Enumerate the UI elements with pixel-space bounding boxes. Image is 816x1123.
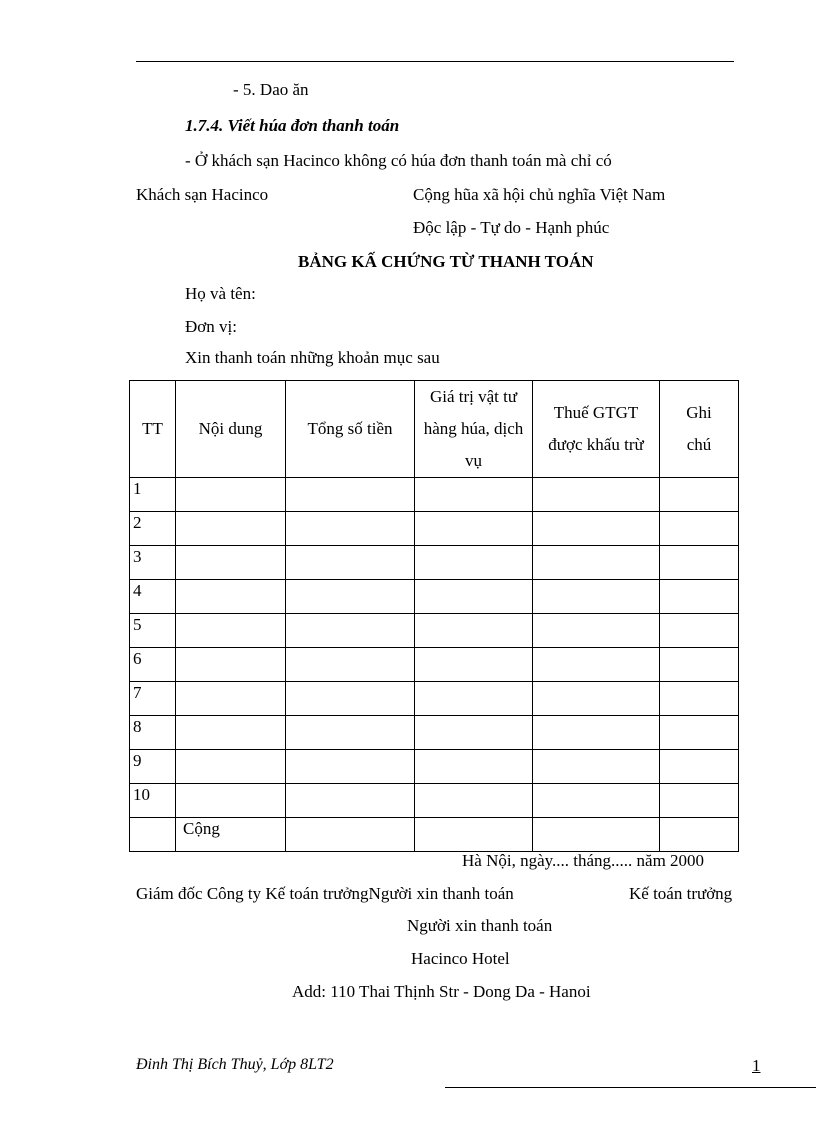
- row-cell: [286, 648, 415, 682]
- row-cell: [660, 614, 739, 648]
- row-cell: [415, 716, 533, 750]
- header-vat: Thuế GTGT được khấu trừ: [533, 381, 660, 478]
- signature-right: Kế toán trưởng: [629, 884, 733, 903]
- national-motto-2: Độc lập - Tự do - Hạnh phúc: [413, 218, 610, 237]
- row-cell: [286, 716, 415, 750]
- table-row: [130, 784, 739, 818]
- row-cell: [286, 580, 415, 614]
- row-cell: [660, 750, 739, 784]
- row-cell: [415, 512, 533, 546]
- row-cell: [176, 648, 286, 682]
- row-cell: [533, 580, 660, 614]
- table-row: [130, 478, 739, 512]
- table-row: [130, 682, 739, 716]
- row-cell: [533, 750, 660, 784]
- total-amount-cell: [286, 818, 415, 852]
- row-cell: [415, 546, 533, 580]
- row-cell: [415, 614, 533, 648]
- row-cell: [660, 546, 739, 580]
- header-tt: TT: [130, 381, 176, 478]
- row-number: 7: [130, 682, 176, 716]
- request-line: Xin thanh toán những khoản mục sau: [185, 348, 440, 367]
- row-cell: [660, 784, 739, 818]
- table-row: [130, 546, 739, 580]
- row-cell: [286, 682, 415, 716]
- row-cell: [415, 682, 533, 716]
- payment-table: [129, 380, 739, 852]
- table-row: [130, 614, 739, 648]
- footer-author: Đinh Thị Bích Thuỷ, Lớp 8LT2: [136, 1056, 334, 1073]
- field-unit: Đơn vị:: [185, 317, 237, 336]
- org-name: Khách sạn Hacinco: [136, 185, 269, 204]
- row-cell: [533, 648, 660, 682]
- row-cell: [533, 512, 660, 546]
- row-cell: [660, 716, 739, 750]
- table-row: [130, 512, 739, 546]
- total-tt-cell: [130, 818, 176, 852]
- total-vat-cell: [533, 818, 660, 852]
- row-number: 1: [130, 478, 176, 512]
- row-cell: [660, 478, 739, 512]
- table-row: [130, 750, 739, 784]
- row-cell: [176, 716, 286, 750]
- table-row: [130, 580, 739, 614]
- row-cell: [533, 716, 660, 750]
- row-number: 3: [130, 546, 176, 580]
- row-number: 4: [130, 580, 176, 614]
- total-label: Cộng: [176, 818, 286, 852]
- row-cell: [660, 512, 739, 546]
- total-goods-cell: [415, 818, 533, 852]
- row-cell: [286, 478, 415, 512]
- row-cell: [660, 648, 739, 682]
- row-cell: [415, 750, 533, 784]
- row-cell: [415, 478, 533, 512]
- row-cell: [176, 682, 286, 716]
- signatures-line: Giám đốc Công ty Kế toán trưởngNgười xin thanh toán: [136, 884, 514, 903]
- row-cell: [286, 546, 415, 580]
- header-content: Nội dung: [176, 381, 286, 478]
- table-row: [130, 716, 739, 750]
- row-cell: [533, 784, 660, 818]
- row-cell: [176, 478, 286, 512]
- footer-rule: [445, 1087, 816, 1088]
- row-number: 9: [130, 750, 176, 784]
- row-number: 5: [130, 614, 176, 648]
- header-total: Tổng số tiền: [286, 381, 415, 478]
- row-number: 2: [130, 512, 176, 546]
- date-line: Hà Nội, ngày.... tháng..... năm 2000: [462, 851, 705, 870]
- row-cell: [176, 614, 286, 648]
- row-cell: [533, 546, 660, 580]
- row-number: 6: [130, 648, 176, 682]
- national-motto-1: Cộng hũa xã hội chủ nghĩa Việt Nam: [413, 185, 666, 204]
- header-note: Ghi chú: [660, 381, 739, 478]
- field-name: Họ và tên:: [185, 284, 256, 303]
- table-header-row: [130, 381, 739, 478]
- row-number: 8: [130, 716, 176, 750]
- row-cell: [286, 512, 415, 546]
- row-cell: [176, 784, 286, 818]
- row-cell: [533, 682, 660, 716]
- hotel-name: Hacinco Hotel: [411, 949, 510, 968]
- row-cell: [660, 580, 739, 614]
- row-cell: [286, 614, 415, 648]
- header-rule: [136, 61, 734, 62]
- row-cell: [415, 580, 533, 614]
- row-cell: [533, 614, 660, 648]
- table-row: [130, 648, 739, 682]
- header-goods-value: Giá trị vật tư hàng húa, dịch vụ: [415, 381, 533, 478]
- item-line: - 5. Dao ăn: [233, 80, 309, 99]
- page-number: 1: [752, 1056, 761, 1075]
- section-heading: 1.7.4. Viết húa đơn thanh toán: [185, 116, 400, 135]
- form-title: BẢNG KẤ CHỨNG TỪ THANH TOÁN: [298, 252, 594, 271]
- row-cell: [533, 478, 660, 512]
- hotel-address: Add: 110 Thai Thịnh Str - Dong Da - Hanoi: [292, 982, 591, 1001]
- signature-center: Người xin thanh toán: [407, 916, 553, 935]
- row-cell: [415, 784, 533, 818]
- row-cell: [176, 546, 286, 580]
- row-cell: [176, 512, 286, 546]
- row-cell: [660, 682, 739, 716]
- total-note-cell: [660, 818, 739, 852]
- intro-line: - Ở khách sạn Hacinco không có húa đơn thanh toán mà chỉ có: [185, 151, 612, 170]
- row-cell: [176, 750, 286, 784]
- row-cell: [286, 784, 415, 818]
- row-cell: [176, 580, 286, 614]
- row-cell: [415, 648, 533, 682]
- row-number: 10: [130, 784, 176, 818]
- row-cell: [286, 750, 415, 784]
- total-row: [130, 818, 739, 852]
